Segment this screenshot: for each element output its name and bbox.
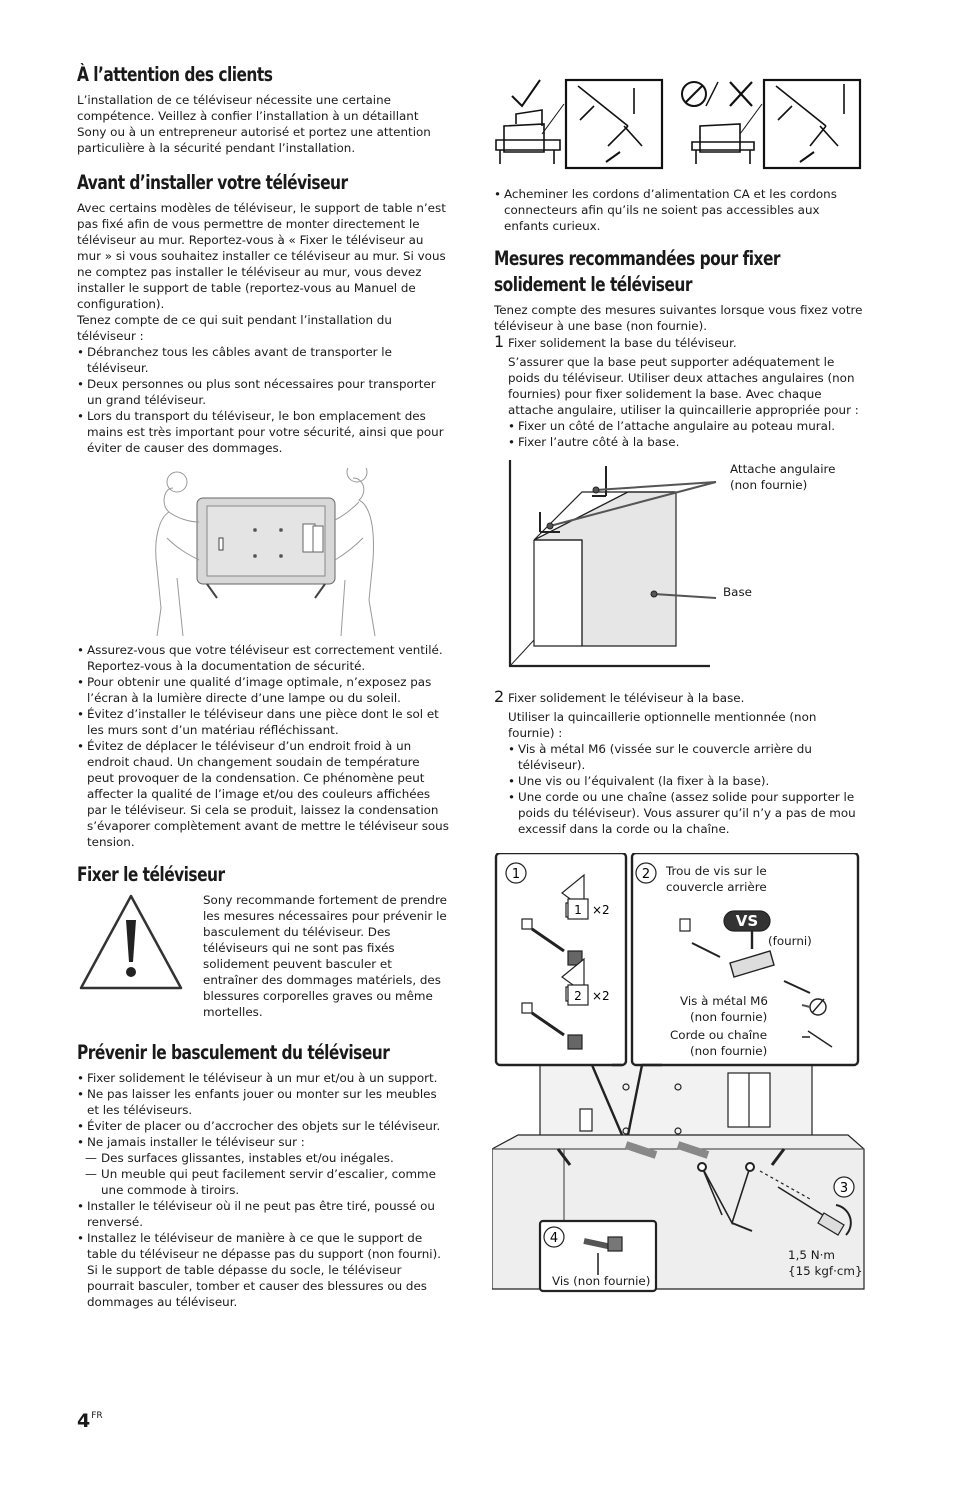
label-cord-2: (non fournie)	[690, 1044, 768, 1058]
step-body: Utiliser la quincaillerie optionnelle mentionnée (non fournie) :	[508, 710, 817, 740]
vs-badge: VS	[735, 912, 759, 930]
list-item: • Deux personnes ou plus sont nécessaires pour transporter un grand téléviseur.	[77, 376, 449, 408]
right-column	[494, 76, 866, 1293]
fix-tv-block	[77, 892, 449, 1024]
label-screw: Vis (non fournie)	[552, 1274, 651, 1288]
list-item: • Ne pas laisser les enfants jouer ou monter sur les meubles et les téléviseurs.	[77, 1086, 449, 1118]
label-torque-2: {15 kgf·cm}	[788, 1264, 863, 1278]
list-item: • Vis à métal M6 (vissée sur le couvercle arrière du téléviseur).	[508, 741, 866, 773]
label-cord-1: Corde ou chaîne	[670, 1028, 768, 1042]
label-torque-1: 1,5 N·m	[788, 1248, 835, 1262]
list-item: • Pour obtenir une qualité d’image optimale, n’exposez pas l’écran à la lumière directe d’une lampe ou du soleil.	[77, 674, 449, 706]
circled-number-3: 3	[839, 1181, 849, 1196]
label-hole-2: couvercle arrière	[666, 880, 767, 894]
list-item: • Installez le téléviseur de manière à ce que le support de table du téléviseur ne dépasse pas du support (non fourni). Si le support de table dépasse du socle, le téléviseur pourrait basculer, tomber et causer des blessures ou des dommages au téléviseur.	[77, 1230, 449, 1310]
label-hole-1: Trou de vis sur le	[666, 864, 767, 878]
section-title-customers: À l’attention des clients	[77, 63, 273, 86]
list-item: • Fixer l’autre côté à la base.	[508, 434, 866, 450]
circled-number-4: 4	[549, 1231, 559, 1246]
boxed-number-2: 2	[574, 989, 582, 1003]
label-base: Base	[723, 585, 752, 599]
section-title-prevent-tipping: Prévenir le basculement du téléviseur	[77, 1041, 390, 1064]
list-item: • Fixer solidement le téléviseur à un mur et/ou à un support.	[77, 1070, 449, 1086]
before-install-body-1: Avec certains modèles de téléviseur, le support de table n’est pas fixé afin de vous permettre de monter directement le téléviseur au mur. Reportez-vous à « Fixer le téléviseur au mur » si vous souhaitez installer ce téléviseur au mur. Si vous ne comptez pas installer le téléviseur au mur, vous devez installer le support de table (reportez-vous au Manuel de configuration).	[77, 201, 446, 311]
step-heading: Fixer solidement la base du téléviseur.	[508, 336, 737, 350]
customers-body: L’installation de ce téléviseur nécessite une certaine compétence. Veillez à confier l’installation à un détaillant Sony ou à un entrepreneur autorisé et portez une attention particulière à la sécurité pendant l’installation.	[77, 93, 431, 155]
prevent-tipping-list-a	[77, 1070, 449, 1150]
tv-placement-do-dont-illustration	[494, 76, 866, 174]
section-title-fix-tv: Fixer le téléviseur	[77, 863, 225, 886]
list-item: • Évitez de déplacer le téléviseur d’un endroit froid à un endroit chaud. Un changement soudain de température peut provoquer de la condensation. Ce phénomène peut affecter la qualité de l’image et/ou des couleurs affichées par le téléviseur. Si cela se produit, laissez la condensation s’évaporer complètement avant de mettre le téléviseur sous tension.	[77, 738, 449, 850]
circled-number-2: 2	[641, 867, 651, 882]
before-install-list-2	[77, 642, 449, 850]
title-line-2: solidement le téléviseur	[494, 273, 692, 296]
page-number: $4^{FR}$	[77, 1410, 103, 1432]
tv-fixing-illustration	[492, 853, 866, 1293]
title-line-1: Mesures recommandées pour fixer	[494, 247, 780, 270]
list-item: • Installer le téléviseur où il ne peut pas être tiré, poussé ou renversé.	[77, 1198, 449, 1230]
before-install-list-1	[77, 344, 449, 456]
step-1	[494, 332, 866, 450]
tv-fixing-figure	[492, 853, 866, 1293]
section-title-before-install: Avant d’installer votre téléviseur	[77, 171, 348, 194]
list-item: • Évitez d’installer le téléviseur dans une pièce dont le sol et les murs sont d’un matériau réfléchissant.	[77, 706, 449, 738]
base-with-angle-brackets-illustration	[494, 460, 866, 682]
secure-intro: Tenez compte des mesures suivantes lorsque vous fixez votre téléviseur à une base (non fournie).	[494, 303, 863, 333]
circled-number-1: 1	[511, 867, 521, 882]
step-2-list	[508, 741, 866, 837]
step-number: 2	[494, 687, 505, 706]
list-item: • Acheminer les cordons d’alimentation CA et les cordons connecteurs afin qu’ils ne soient pas accessibles aux enfants curieux.	[494, 186, 866, 234]
step-number: 1	[494, 332, 505, 351]
prevent-tipping-dash-list	[77, 1150, 449, 1198]
prevent-tipping-list-b	[77, 1198, 449, 1310]
fix-tv-body: Sony recommande fortement de prendre les mesures nécessaires pour prévenir le basculement du téléviseur. Des téléviseurs qui ne sont pas fixés solidement peuvent basculer et entraîner des dommages matériels, des blessures corporelles graves ou même mortelles.	[203, 893, 447, 1019]
label-bracket-2: (non fournie)	[730, 478, 808, 492]
section-title-secure-measures	[494, 246, 821, 298]
label-bracket-1: Attache angulaire	[730, 462, 836, 476]
label-m6-1: Vis à métal M6	[680, 994, 768, 1008]
left-column	[77, 62, 449, 1310]
boxed-number-1: 1	[574, 903, 582, 917]
step-2	[494, 687, 866, 837]
label-fourni: (fourni)	[768, 934, 812, 948]
list-item: • Une corde ou une chaîne (assez solide pour supporter le poids du téléviseur). Vous assurer qu’il n’y a pas de mou excessif dans la corde ou la chaîne.	[508, 789, 866, 837]
list-item: • Éviter de placer ou d’accrocher des objets sur le téléviseur.	[77, 1118, 449, 1134]
list-item: • Une vis ou l’équivalent (la fixer à la base).	[508, 773, 866, 789]
quantity-x2-b: ×2	[592, 989, 610, 1003]
list-item: — Un meuble qui peut facilement servir d’escalier, comme une commode à tiroirs.	[77, 1166, 449, 1198]
list-item: • Fixer un côté de l’attache angulaire au poteau mural.	[508, 418, 866, 434]
two-people-carrying-tv-illustration	[77, 468, 449, 638]
quantity-x2-a: ×2	[592, 903, 610, 917]
warning-triangle-icon	[77, 892, 185, 992]
base-bracket-figure	[494, 460, 866, 682]
list-item: • Débranchez tous les câbles avant de transporter le téléviseur.	[77, 344, 449, 376]
label-m6-2: (non fournie)	[690, 1010, 768, 1024]
list-item: • Assurez-vous que votre téléviseur est correctement ventilé. Reportez-vous à la documentation de sécurité.	[77, 642, 449, 674]
list-item: — Des surfaces glissantes, instables et/ou inégales.	[77, 1150, 449, 1166]
cords-list	[494, 186, 866, 234]
list-item: • Ne jamais installer le téléviseur sur :	[77, 1134, 449, 1150]
language-code: FR	[91, 1411, 103, 1421]
before-install-body-2: Tenez compte de ce qui suit pendant l’installation du téléviseur :	[77, 313, 392, 343]
step-heading: Fixer solidement le téléviseur à la base.	[508, 691, 745, 705]
step-body: S’assurer que la base peut supporter adéquatement le poids du téléviseur. Utiliser deux attaches angulaires (non fournies) pour fixer solidement la base. Avec chaque attache angulaire, utiliser la quincaillerie appropriée pour :	[508, 355, 859, 417]
step-1-list	[508, 418, 866, 450]
list-item: • Lors du transport du téléviseur, le bon emplacement des mains est très important pour votre sécurité, ainsi que pour éviter de causer des dommages.	[77, 408, 449, 456]
